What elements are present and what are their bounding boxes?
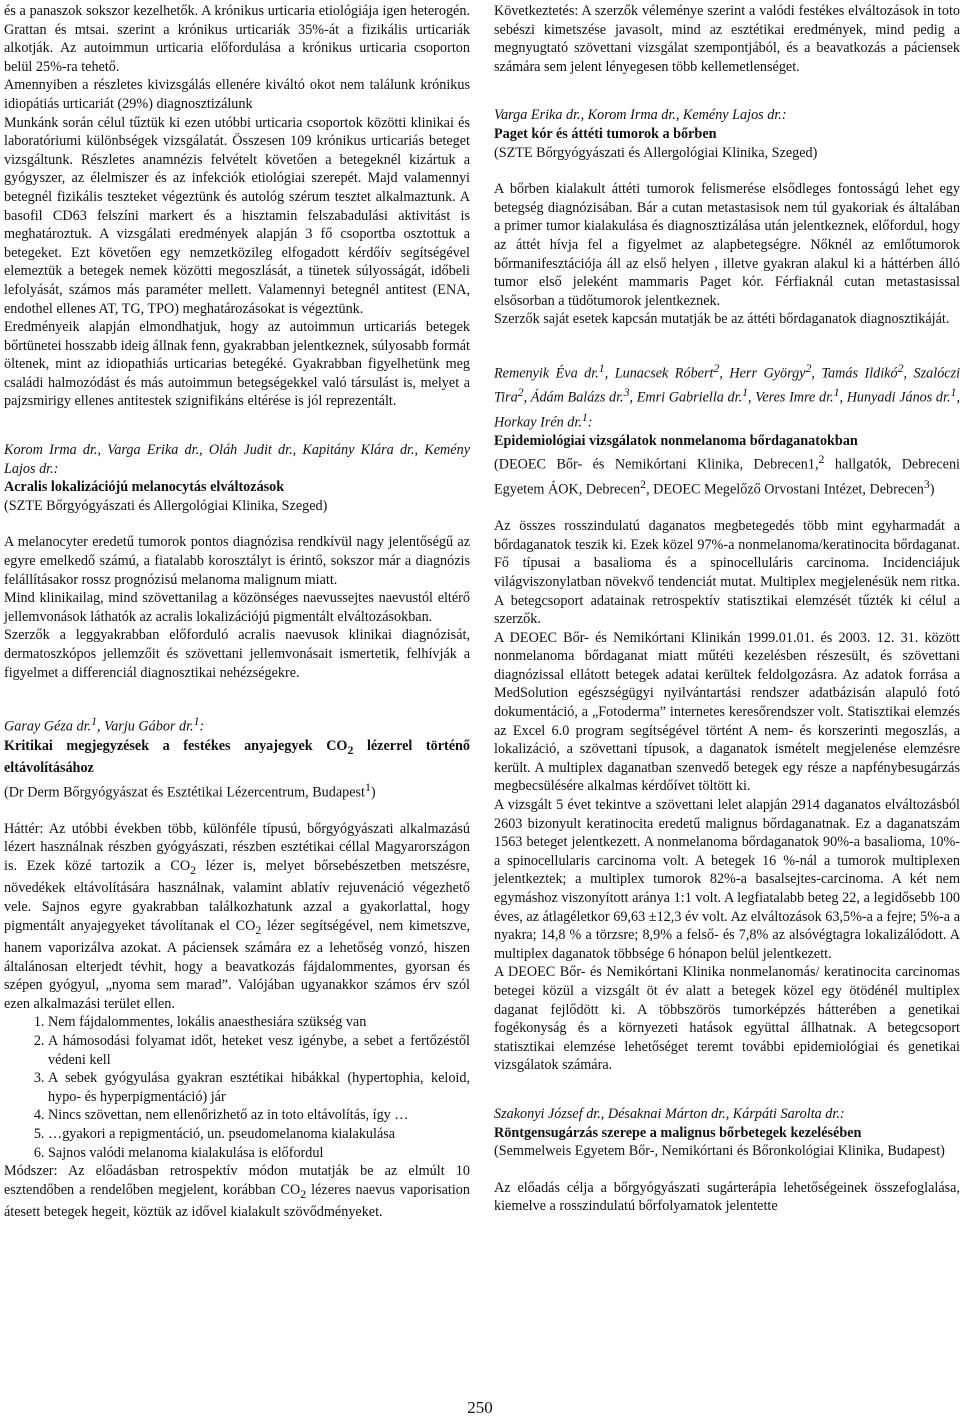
author-affiliation-index: 2 — [713, 360, 720, 375]
paragraph-subscript: 2 — [255, 922, 262, 937]
paragraph-text: Háttér: Az utóbbi években több, különféle típusú, bőrgyógyászati alkalmazású lézert használnak részben gyógyászati, részben esztétikai céllal Magyarországon is. Ezek közé tartozik a CO — [4, 820, 470, 875]
affiliation-index: 2 — [640, 476, 647, 491]
list-item: 6. Sajnos valódi melanoma kialakulása is előfordul — [48, 1144, 470, 1163]
list-item: 4. Nincs szövettan, nem ellenőrizhető az in toto eltávolítás, így … — [48, 1106, 470, 1125]
abstract-xray — [494, 1105, 960, 1216]
author-name: Tamás Ildikó — [821, 365, 898, 382]
affiliation-index: 1 — [365, 779, 371, 794]
abstract-affiliation: (SZTE Bőrgyógyászati és Allergológiai Klinika, Szeged) — [494, 144, 818, 161]
author-separator: , — [811, 365, 822, 382]
author-affiliation-index: 1 — [833, 385, 840, 400]
abstract-paragraph: Szerzők saját esetek kapcsán mutatják be az áttéti bőrdaganatok diagnosztikáját. — [494, 311, 950, 328]
abstract-authors: Szakonyi József dr., Désaknai Márton dr., Kárpáti Sarolta dr.: — [494, 1105, 845, 1122]
author-separator: , — [956, 389, 960, 406]
abstract-paragraph: A DEOEC Bőr- és Nemikórtani Klinikán 1999.01.01. és 2003. 12. 31. között nonmelanoma bőrdaganat miatt műtéti kezelésben részesült, és szövettani diagnózissal ellátott betegek adatai kerültek feldolgozásra. Az adatok forrása a MedSolution egészségügyi nyilvántartási rendszer adatbázisán alapuló fotó dokumentáció, a „Fotoderma” internetes keresőrendszer volt. Statisztikai elemzés az Excel 6.0 program segítségével történt A nem- és korszerinti megoszlás, a lokalizáció, a szövettani típusok, a daganatok ismételt megjelenése elemzésre került. A multiplex daganatban szenvedő betegek egy része a napfénybesugárzás megbecsülésére alkalmas kérdőívet töltött ki. — [494, 629, 960, 795]
abstract-affiliation: (Semmelweis Egyetem Bőr-, Nemikórtani és Bőronkológiai Klinika, Budapest) — [494, 1143, 945, 1160]
author-affiliation-index: 1 — [598, 360, 605, 375]
author-name: Hunyadi János dr. — [846, 389, 951, 406]
affiliation-index: 3 — [923, 476, 930, 491]
affiliation-index: 2 — [818, 452, 825, 467]
abstract-authors: Varga Erika dr., Korom Irma dr., Kemény Lajos dr.: — [494, 107, 787, 124]
author-affiliation-index: 2 — [897, 360, 904, 375]
paragraph-subscript: 2 — [190, 862, 197, 877]
abstract-paragraph: A melanocyter eredetű tumorok pontos diagnózisa rendkívül nagy jelentőségű az egyre emelkedő számú, a fiatalabb korosztályt is érintő, sokszor már a diagnózis felállításakor rossz prognózisú melanoma malignum miatt. — [4, 534, 470, 588]
abstract-title: Epidemiológiai vizsgálatok nonmelanoma bőrdaganatokban — [494, 432, 858, 449]
left-column — [4, 2, 470, 1222]
list-item: 1. Nem fájdalommentes, lokális anaesthesiára szükség van — [48, 1013, 470, 1032]
abstract-method-paragraph — [4, 1162, 470, 1222]
paragraph-text: lézeres naevus vaporisation átesett betegek hegeit, köztük az idővel kialakult szövődményeket. — [4, 1181, 470, 1221]
abstract-title: Paget kór és áttéti tumorok a bőrben — [494, 125, 717, 142]
abstract-title: Röntgensugárzás szerepe a malignus bőrbetegek kezelésében — [494, 1124, 862, 1141]
list-item: 2. A hámosodási folyamat időt, heteket vesz igénybe, a sebet a fertőzéstől védeni kell — [48, 1032, 470, 1069]
list-item: 3. A sebek gyógyulása gyakran esztétikai hibákkal (hypertophia, keloid, hypo- és hyperpigmentáció) jár — [48, 1069, 470, 1106]
urticaria-results-paragraph: Eredményeik alapján elmondhatjuk, hogy az autoimmun urticariás betegek bőrtünetei hosszabb ideig állnak fenn, gyakrabban jelentkeznek, súlyosabb formát öltenek, mint az idiopathiás urticarias betegéké. Gyakrabban figyelhetünk meg családi halmozódást és más autoimmun betegségekkel való társulást is, melyet a pajzsmirigy ellenes antitestek szignifikáns eltérése is jól reprezentált. — [4, 319, 470, 410]
author-separator: , — [97, 718, 105, 735]
author-separator: , — [903, 365, 914, 382]
list-item: 5. …gyakori a repigmentáció, un. pseudomelanoma kialakulása — [48, 1125, 470, 1144]
author-name: Veres Imre dr. — [755, 389, 834, 406]
title-text: lézerrel történő eltávolításához — [4, 737, 471, 776]
author-name: Szalóczi Tira — [494, 365, 960, 406]
author-separator: : — [587, 414, 593, 431]
title-text: Kritikai megjegyzések a festékes anyajegyek CO — [4, 737, 348, 754]
page-number: 250 — [467, 1398, 493, 1417]
author-separator: , — [523, 389, 531, 406]
abstract-paragraph: A vizsgált 5 évet tekintve a szövettani lelet alapján 2914 daganatos elváltozásból 2603 bizonyult keratinocita eredetű malignus bőrdaganatnak. Ez a daganatszám 1563 beteget jelentkezett. A nonmelanoma bőrdaganatok 90%-a basalioma, 10%-a spinocellularis carcinoma volt. A betegek 16 %-nál a tumorok multiplexen jelentkeztek; a multiplex tumorok 82%-a basalsejtes-carcinoma. A két nem egymáshoz viszonyított aránya 1:1 volt. A legfiatalabb beteg 22, a legidősebb 100 éves, az átlagéletkor 69,63 ±12,3 év volt. Az elváltozások 63,5%-a a fejre; 5%-a a nyakra; 14,8 % a törzsre; 8,9% a felső- és 7,8% az alsóvégtagra lokalizálódott. A multiplex daganatok többsége 6 hónapon belül jelentkezett. — [494, 797, 960, 962]
urticaria-intro-paragraph: és a panaszok sokszor kezelhetők. A krónikus urticaria etiológiája igen heterogén. Grattan és mtsai. szerint a krónikus urticariák 35%-át a fizikális urticariák alkotják. Az autoimmun urticaria előfordulása a krónikus urticaria csoporton belül 25%-ra tehető. — [4, 3, 470, 75]
abstract-acralis — [4, 441, 470, 682]
urticaria-methods-paragraph: Munkánk során célul tűztük ki ezen utóbbi urticaria csoportok közötti klinikai és laboratóriumi különbségek vizsgálatát. Összesen 109 krónikus urticariás beteget vizsgáltunk. Részletes anamnézis felvételt követően a betegeknél kizártuk a gyógyszer, az élelmiszer és az infekciók etiológiai szerepét. Majd valamennyi betegnél fizikális teszteket végeztünk és autológ szérum tesztet alkalmaztunk. A basofil CD63 felszíni markert és a hisztamin felszabadulási aktivitást is meghatároztuk. A vizsgálati eredmények alapján 3 fő csoportba osztottuk a betegeket. Ezt követően egy nemzetközileg elfogadott kérdőív segítségével elemeztük a betegek nemek közötti megoszlását, a tünetek súlyosságát, időbeli lefolyását, számos más paraméter mellett. Valamennyi betegnél antitest (ENA, endothel ellenes AT, TG, TPO) meghatározásokat is végeztünk. — [4, 114, 470, 317]
affiliation-text: hallgatók, Debreceni Egyetem ÁOK, Debrecen — [494, 457, 960, 498]
argument-list — [4, 1013, 470, 1162]
paragraph-text: lézer segítségével, nem kimetszve, hanem vaporizálva azokat. A páciensek számára ez a lehetőség vonzó, hiszen általánosan elterjedt tévhit, hogy a beavatkozás fájdalommentes, gyorsan és szépen gyógyul, „nyoma sem marad”. Valójában ugyanakkor számos érv szól ezen alkalmazási terület ellen. — [4, 917, 471, 1012]
author-separator: , — [719, 365, 730, 382]
author-name: Varju Gábor dr. — [104, 718, 194, 735]
paragraph-text: Módszer: Az előadásban retrospektív módon mutatják be az elmúlt 10 esztendőben a rendelőben megjelent, korábban CO — [4, 1163, 470, 1198]
affiliation-text: ) — [370, 784, 376, 801]
abstract-paragraph: Az összes rosszindulatú daganatos megbetegedés több mint egyharmadát a bőrdaganatok teszik ki. Ezek közel 97%-a nonmelanoma/keratinocita bőrdaganat. Fő típusai a basalioma és a spinocelluláris carcinoma. Incidenciájuk világviszonylatban növekvő tendenciát mutat. Multiplex megjelenésük nem ritka. A betegcsoport adatainak retrospektív statisztikai elemzését tűzték ki célul a szerzők. — [494, 518, 960, 628]
abstract-authors: Korom Irma dr., Varga Erika dr., Oláh Judit dr., Kapitány Klára dr., Kemény Lajos dr.: — [4, 442, 470, 477]
abstract-co2-laser — [4, 712, 470, 1222]
author-name: Remenyik Éva dr. — [494, 365, 599, 382]
title-subscript: 2 — [347, 742, 354, 757]
abstract-paragraph: Mind klinikailag, mind szövettanilag a közönséges naevussejtes naevustól eltérő jellemvonások láthatók az acralis lokalizációjú pigmentált elváltozásokban. — [4, 590, 470, 625]
author-affiliation-index: 2 — [517, 385, 524, 400]
abstract-affiliation — [4, 778, 470, 802]
affiliation-text: ) — [929, 481, 935, 498]
author-affiliation-index: 1 — [950, 385, 957, 400]
author-name: Ádám Balázs dr. — [530, 389, 624, 406]
abstract-authors — [4, 712, 470, 736]
author-separator: , — [629, 389, 637, 406]
author-affiliation-index: 1 — [193, 714, 200, 729]
co2-conclusion-paragraph: Következtetés: A szerzők véleménye szerint a valódi festékes elváltozások in toto sebészi kimetszése javasolt, mind az esztétikai eredmények, mind pedig a megnyugtató szövettani vizsgálat szempontjából, és a beavatkozás a páciensek számára sem jelent lényegesen több kellemetlenséget. — [494, 3, 960, 75]
abstract-affiliation: (SZTE Bőrgyógyászati és Allergológiai Klinika, Szeged) — [4, 497, 328, 514]
author-name: Herr György — [729, 365, 806, 382]
author-affiliation-index: 1 — [581, 409, 588, 424]
author-separator: , — [839, 389, 847, 406]
abstract-paragraph: Az előadás célja a bőrgyógyászati sugárterápia lehetőségeinek összefoglalása, kiemelve a rosszindulatú bőrfolyamatok jelentette — [494, 1179, 960, 1215]
author-affiliation-index: 1 — [91, 714, 98, 729]
paragraph-subscript: 2 — [300, 1186, 307, 1201]
abstract-paragraph: A DEOEC Bőr- és Nemikórtani Klinika nonmelanomás/ keratinocita carcinomas betegei közül a vizsgált öt év alatt a betegek közel egy ötödénél multiplex daganat fejlődött ki. A többszörös tumorképzés hátterében a genetikai fogékonyság és a környezeti hatások együttal állhatnak. A betegcsoport statisztikai elemzése lehetőséget teremt további epidemiológiai és genetikai vizsgálatok számára. — [494, 964, 960, 1074]
author-name: Emri Gabriella dr. — [636, 389, 743, 406]
author-affiliation-index: 2 — [805, 360, 812, 375]
author-separator: , — [748, 389, 756, 406]
abstract-authors — [494, 359, 960, 432]
author-separator: , — [604, 365, 615, 382]
abstract-background-paragraph — [4, 820, 470, 1014]
author-affiliation-index: 1 — [742, 385, 749, 400]
affiliation-text: (DEOEC Bőr- és Nemikórtani Klinika, Debrecen1, — [494, 457, 819, 474]
abstract-title — [4, 737, 470, 778]
abstract-paragraph: A bőrben kialakult áttéti tumorok felismerése elsődleges fontosságú lehet egy betegség diagnózisában. Bár a cutan metastasisok nem túl gyakoriak és általában a primer tumor kialakulása és diagnosztizálása után jelentkeznek, előfordul, hogy az áttét hívja fel a figyelmet az alapbetegségre. Nőknél az emlőtumorok bőrmanifesztációja áll az első helyen , illetve gyakran alakul ki a háttérben álló tumor első jeleként mammaris Paget kór. Férfiaknál cutan metastasissal elsősorban a tüdőtumorok jelentkeznek. — [494, 181, 960, 309]
affiliation-text: , DEOEC Megelőző Orvostani Intézet, Debrecen — [646, 481, 924, 498]
abstract-epidemiology — [494, 359, 960, 1075]
abstract-title: Acralis lokalizációjú melanocytás elváltozások — [4, 479, 285, 496]
paragraph-text: lézer is, melyet bőrsebészetben metszésre, növedékek eltávolítására használnak, valamint ablatív rejuvenáció végezhető vele. Sajnos egyre gyakrabban találkozhatunk azzal a gyakorlattal, hogy pigmentált anyajegyeket távolítanak el CO — [4, 858, 470, 934]
affiliation-text: (Dr Derm Bőrgyógyászat és Esztétikai Lézercentrum, Budapest — [4, 784, 365, 801]
right-column — [494, 2, 960, 1216]
urticaria-idiopathic-paragraph: Amennyiben a részletes kivizsgálás ellenére kiváltó okot nem találunk krónikus idiopátiás urticariát (29%) diagnosztizálunk — [4, 77, 470, 112]
abstract-affiliation — [494, 450, 960, 499]
author-name: Garay Géza dr. — [4, 718, 92, 735]
author-name: Horkay Irén dr. — [494, 414, 582, 431]
abstract-paragraph: Szerzők a leggyakrabban előforduló acralis naevusok klinikai diagnózisát, dermatoszkópos jellemzőit és szövettani jellemvonásait ismertetik, felhívják a figyelmet a differenciál diagnosztikai nehézségekre. — [4, 627, 470, 681]
author-affiliation-index: 3 — [623, 385, 630, 400]
author-separator: : — [199, 718, 205, 735]
author-name: Lunacsek Róbert — [614, 365, 714, 382]
abstract-paget — [494, 106, 960, 329]
